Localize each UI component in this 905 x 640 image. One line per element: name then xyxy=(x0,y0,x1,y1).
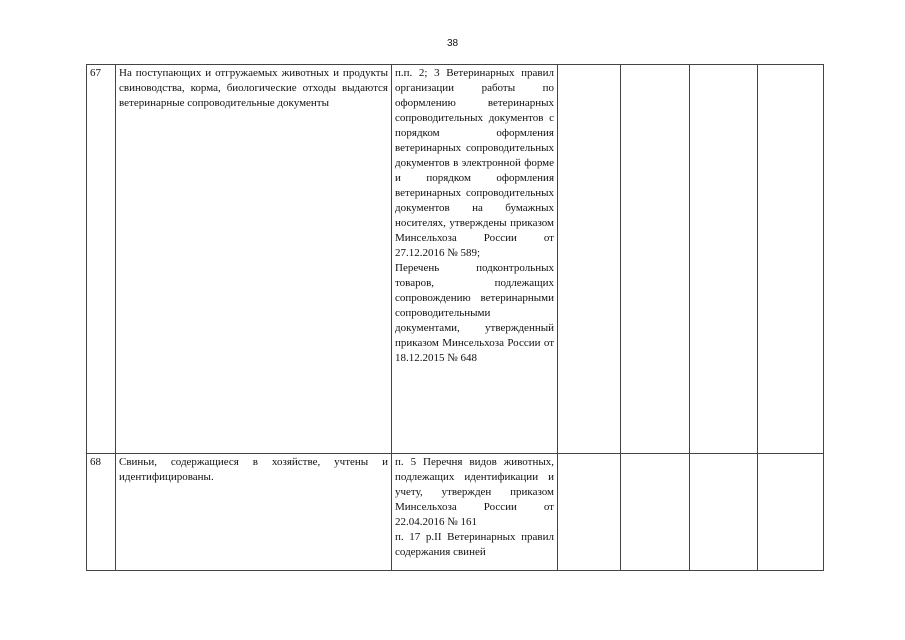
requirement-text: Свиньи, содержащиеся в хозяйстве, учтены и идентифицированы. xyxy=(116,454,392,571)
page-number: 38 xyxy=(446,38,459,49)
comment-cell[interactable] xyxy=(758,454,824,571)
reference-paragraph: п.п. 2; 3 Ветеринарных правил организации работы по оформлению ветеринарных сопроводительных документов с порядком оформления ветеринарных сопроводительных документов в электронной форме и порядком оформления ветеринарных сопроводительных документов на бумажных носителях, утверждены приказом Минсельхоза России от 27.12.2016 № 589; xyxy=(395,67,554,259)
reference-paragraph: Перечень подконтрольных товаров, подлежащих сопровождению ветеринарными сопроводительными документами, утвержденный приказом Минсельхоза России от 18.12.2015 № 648 xyxy=(395,262,554,364)
answer-cell-na[interactable] xyxy=(690,454,758,571)
answer-cell-yes[interactable] xyxy=(558,65,621,454)
answer-cell-yes[interactable] xyxy=(558,454,621,571)
reference-paragraph: п. 17 р.II Ветеринарных правил содержания свиней xyxy=(395,531,554,558)
answer-cell-na[interactable] xyxy=(690,65,758,454)
table-row xyxy=(87,65,824,454)
answer-cell-no[interactable] xyxy=(621,454,690,571)
row-number: 67 xyxy=(87,65,116,454)
legal-reference-part xyxy=(395,66,554,366)
legal-reference xyxy=(392,65,558,454)
comment-cell[interactable] xyxy=(758,65,824,454)
legal-reference-part xyxy=(395,455,554,560)
answer-cell-no[interactable] xyxy=(621,65,690,454)
reference-paragraph: п. 5 Перечня видов животных, подлежащих идентификации и учету, утвержден приказом Минсельхоза России от 22.04.2016 № 161 xyxy=(395,456,554,528)
row-number: 68 xyxy=(87,454,116,571)
checklist-table xyxy=(86,64,824,571)
table-row xyxy=(87,454,824,571)
legal-reference xyxy=(392,454,558,571)
requirement-text: На поступающих и отгружаемых животных и продукты свиноводства, корма, биологические отходы выдаются ветеринарные сопроводительные документы xyxy=(116,65,392,454)
